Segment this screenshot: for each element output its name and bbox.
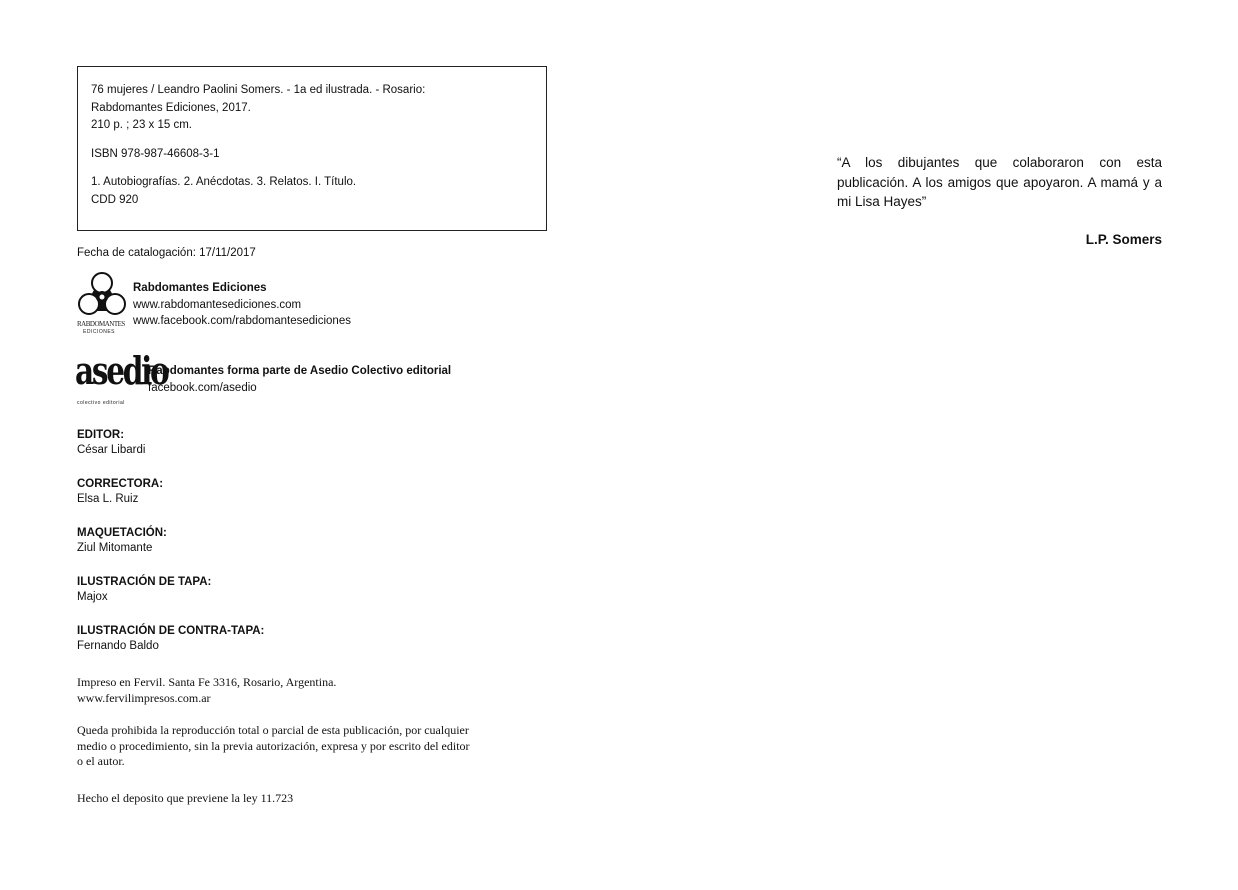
- rights-line: o el autor.: [77, 754, 125, 768]
- credit-back-cover-illustration: [77, 624, 264, 654]
- printer-info: [77, 675, 547, 706]
- collective-facebook: facebook.com/asedio: [148, 381, 257, 394]
- rights-line: Queda prohibida la reproducción total o parcial de esta publicación, por cualquier: [77, 723, 469, 737]
- legal-deposit: Hecho el deposito que previene la ley 11.723: [77, 791, 294, 805]
- rabdomantes-logo-wordmark: RABDOMANTES: [77, 320, 125, 328]
- rights-line: medio o procedimiento, sin la previa autorización, expresa y por escrito del editor: [77, 738, 470, 753]
- collective-info: [148, 363, 451, 396]
- credit-name: César Libardi: [77, 444, 146, 456]
- cip-line: 76 mujeres / Leandro Paolini Somers. - 1a ed ilustrada. - Rosario:: [91, 84, 426, 96]
- asedio-logo-wordmark: asedio: [75, 348, 168, 393]
- rights-notice: [77, 723, 547, 770]
- credit-name: Majox: [77, 591, 108, 603]
- credit-editor: [77, 428, 264, 458]
- credit-label: CORRECTORA:: [77, 478, 164, 490]
- credit-name: Fernando Baldo: [77, 640, 159, 652]
- cip-line: 210 p. ; 23 x 15 cm.: [91, 119, 193, 131]
- printer-address: Impreso en Fervil. Santa Fe 3316, Rosario, Argentina.: [77, 675, 337, 689]
- credit-label: EDITOR:: [77, 429, 125, 441]
- credit-label: ILUSTRACIÓN DE CONTRA-TAPA:: [77, 625, 265, 637]
- credit-cover-illustration: [77, 575, 264, 605]
- publisher-website: www.rabdomantesediciones.com: [133, 298, 302, 311]
- cip-line: Rabdomantes Ediciones, 2017.: [91, 101, 251, 114]
- credit-layout: [77, 526, 264, 556]
- publisher-info: [133, 280, 351, 330]
- credit-label: ILUSTRACIÓN DE TAPA:: [77, 576, 212, 588]
- asedio-logo: [75, 345, 168, 407]
- credit-label: MAQUETACIÓN:: [77, 527, 167, 539]
- cip-subjects: 1. Autobiografías. 2. Anécdotas. 3. Relatos. I. Título.: [91, 176, 357, 188]
- publisher-name: Rabdomantes Ediciones: [133, 282, 267, 294]
- credit-proofreader: [77, 477, 264, 507]
- dedication-text: “A los dibujantes que colaboraron con esta publicación. A los amigos que apoyaron. A mamá y a mi Lisa Hayes”: [837, 155, 1162, 209]
- rabdomantes-logo-subtext: EDICIONES: [83, 329, 116, 335]
- isbn: ISBN 978-987-46608-3-1: [91, 147, 220, 160]
- credit-name: Ziul Mitomante: [77, 542, 153, 554]
- collective-statement: Rabdomantes forma parte de Asedio Colectivo editorial: [148, 365, 452, 377]
- cdd: CDD 920: [91, 193, 139, 206]
- credits-list: [77, 428, 264, 673]
- cip-catalog-box: [77, 66, 547, 231]
- catalog-date: Fecha de catalogación: 17/11/2017: [77, 247, 256, 259]
- asedio-logo-subtext: colectivo editorial: [77, 400, 125, 406]
- dedication-signature: L.P. Somers: [1085, 232, 1162, 247]
- rabdomantes-logo: [77, 270, 127, 338]
- credit-name: Elsa L. Ruiz: [77, 493, 139, 505]
- printer-website: www.fervilimpresos.com.ar: [77, 690, 211, 705]
- publisher-facebook: www.facebook.com/rabdomantesediciones: [133, 315, 351, 327]
